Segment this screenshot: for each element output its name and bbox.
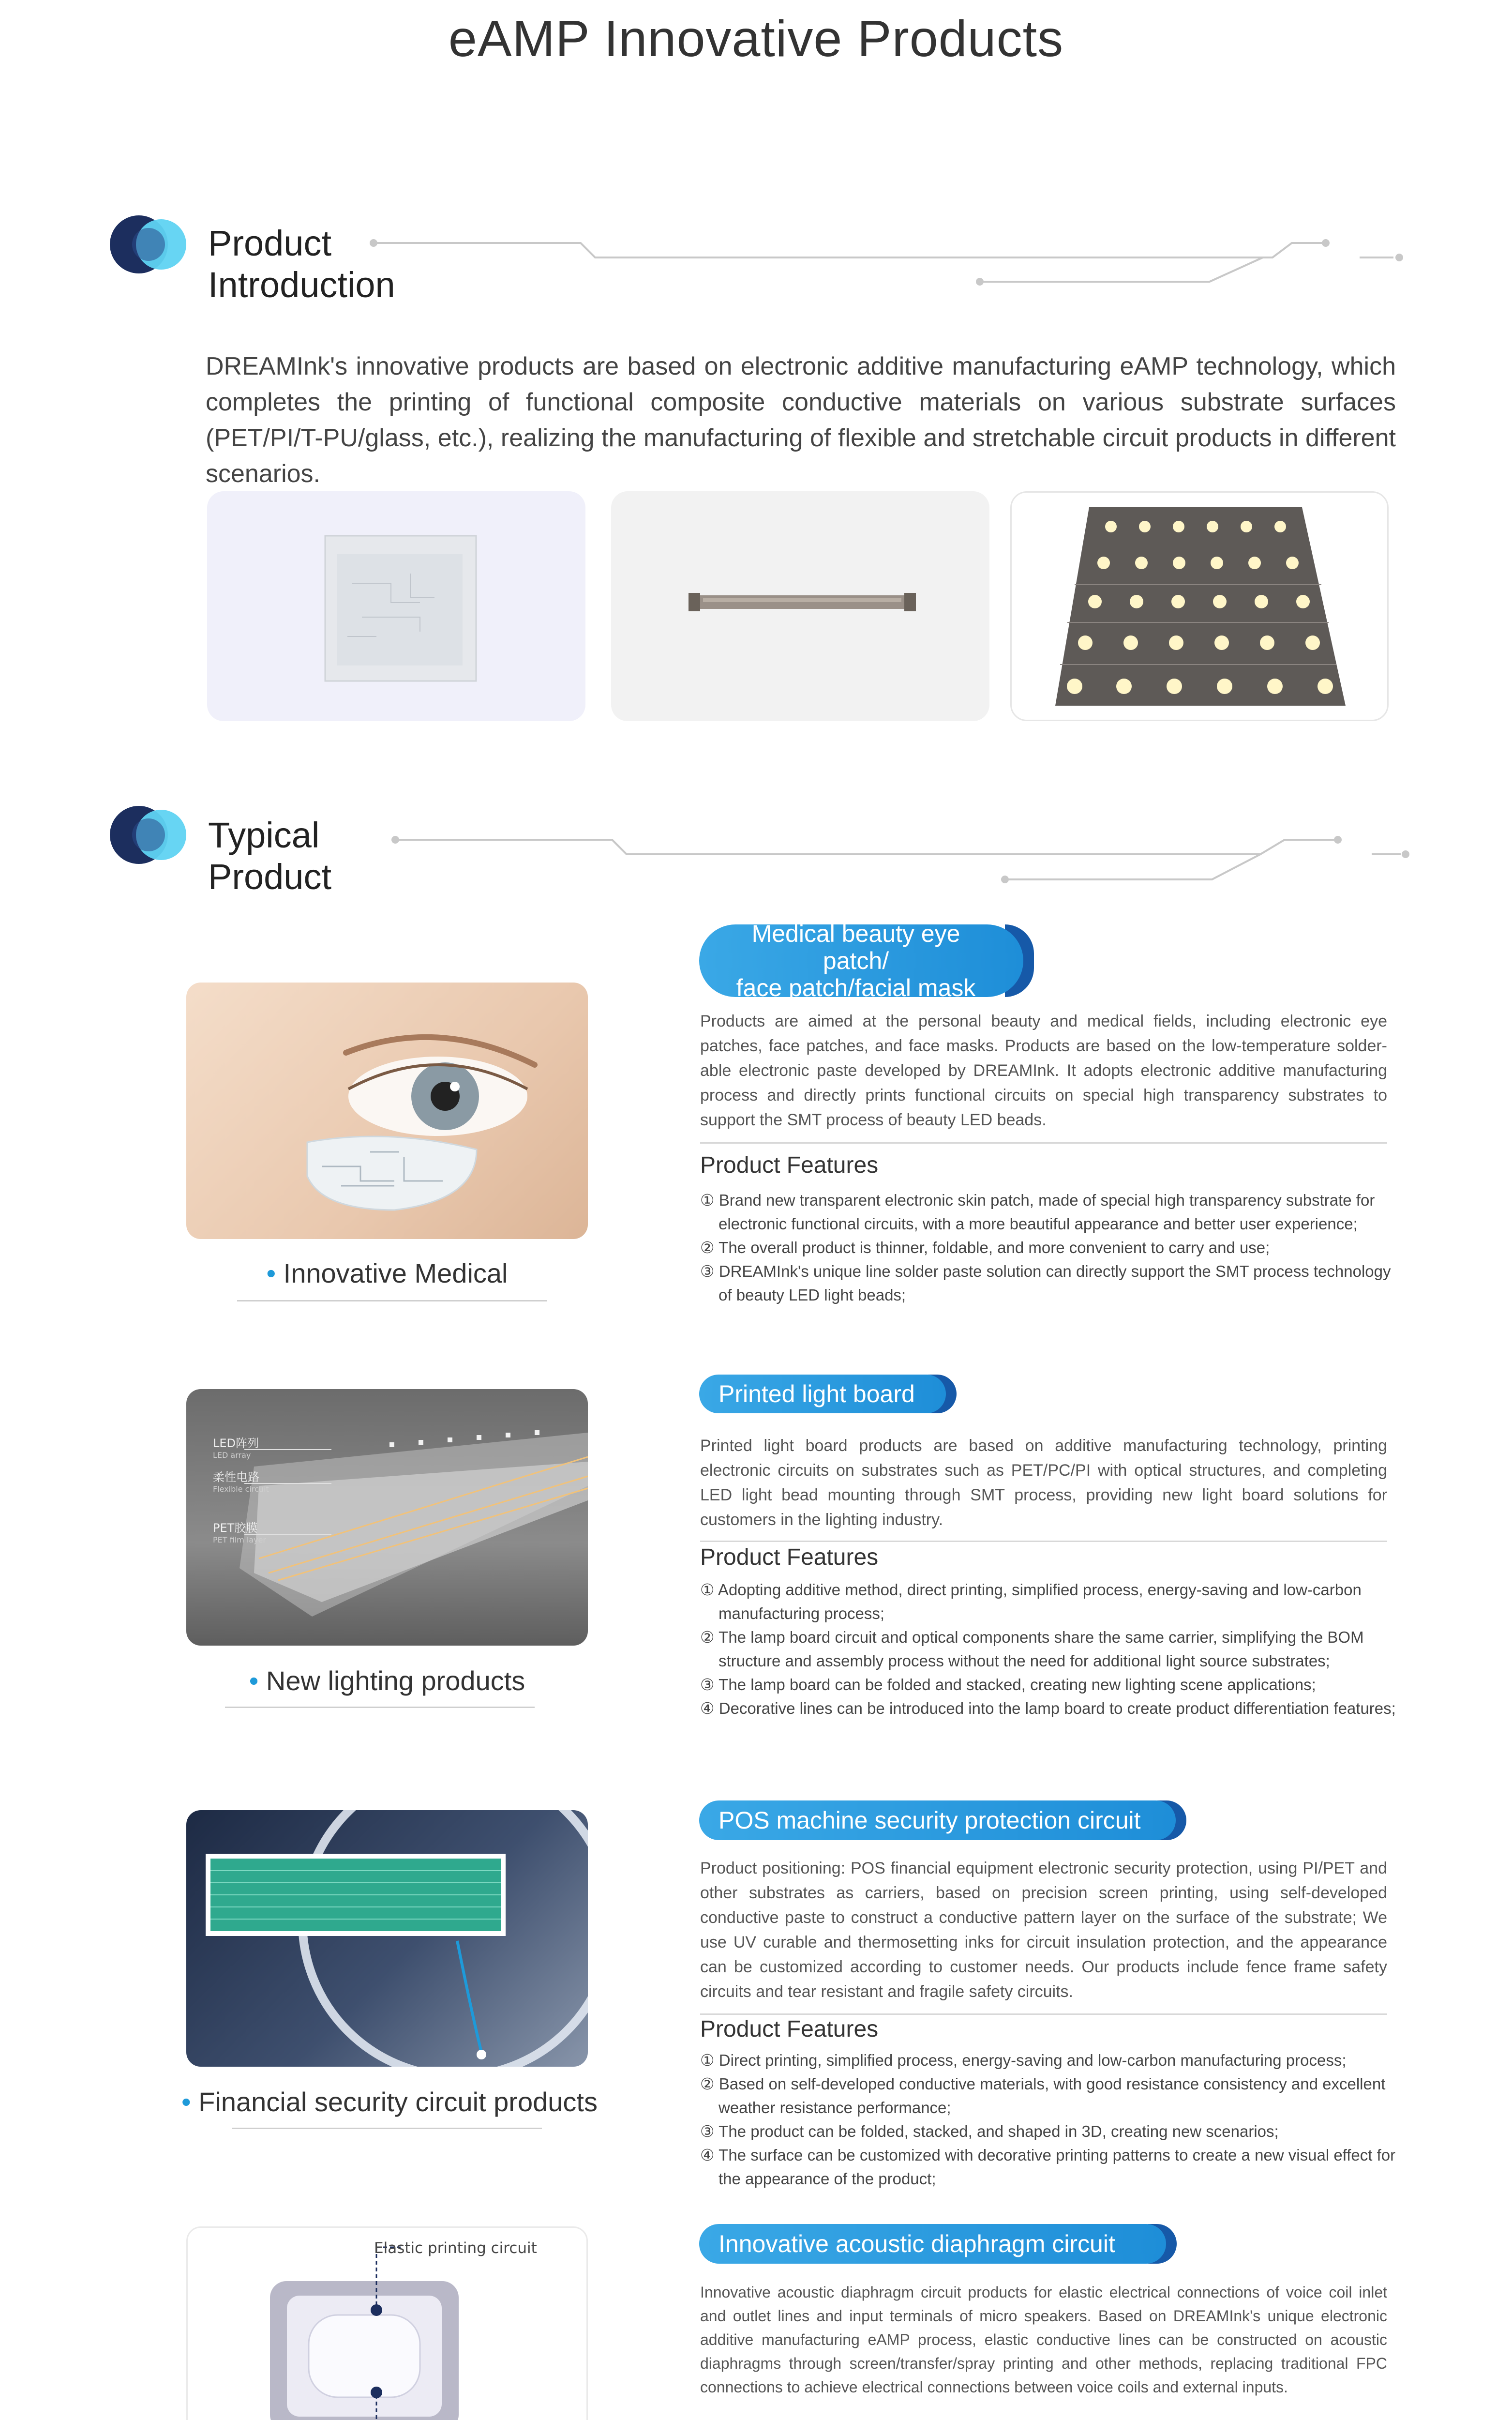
product-description: Innovative acoustic diaphragm circuit products for elastic electrical connections of voice coil inlet and outlet lines and input terminals of micro speakers. Based on DREAMInk's unique electronic additive manufacturing eAMP process, elastic conductive lines can be constructed on acoustic diaphragms through screen/transfer/spray printing and other methods, replacing traditional FPC connections to achieve electrical connections between voice coils and external inputs. xyxy=(700,2284,1387,2396)
product-caption: • New lighting products xyxy=(249,1665,525,1696)
features-list xyxy=(700,1578,1402,1720)
section-icon xyxy=(109,213,191,276)
product-pill-acoustic: Innovative acoustic diaphragm circuit xyxy=(699,2224,1166,2264)
divider xyxy=(700,1541,1387,1542)
img-label: LED array xyxy=(213,1451,251,1460)
img-label: PET film layer xyxy=(213,1535,266,1544)
feature-item: ② The lamp board circuit and optical components share the same carrier, simplifying the BOM structure and assembly process without the need for additional light source substrates; xyxy=(700,1628,1364,1670)
features-list xyxy=(700,2048,1402,2191)
section-icon xyxy=(109,803,191,866)
feature-item: ③ DREAMInk's unique line solder paste solution can directly support the SMT process technology of beauty LED light beads; xyxy=(700,1262,1391,1304)
decorative-circuit-line xyxy=(389,825,1415,888)
features-title: Product Features xyxy=(700,1152,879,1178)
flexible-film-image xyxy=(207,491,585,721)
features-list xyxy=(700,1188,1397,1307)
eye-patch-image xyxy=(186,983,588,1239)
product-pill-lighting: Printed light board xyxy=(699,1375,946,1413)
product-caption: • Innovative Medical xyxy=(266,1258,508,1288)
flexible-cable-image xyxy=(611,491,989,721)
feature-item: ① Adopting additive method, direct printing, simplified process, energy-saving and low-carbon manufacturing process; xyxy=(700,1581,1362,1622)
acoustic-diaphragm-image xyxy=(186,2226,588,2420)
product-pill-medical: Medical beauty eye patch/ face patch/facial mask xyxy=(699,924,1023,997)
feature-item: ③ The product can be folded, stacked, and shaped in 3D, creating new scenarios; xyxy=(700,2122,1279,2140)
divider xyxy=(232,2128,542,2129)
img-label: Elastic printing circuit xyxy=(374,2239,537,2257)
feature-item: ① Direct printing, simplified process, energy-saving and low-carbon manufacturing process; xyxy=(700,2051,1347,2069)
led-panel-image xyxy=(1010,491,1389,721)
decorative-circuit-line xyxy=(368,227,1413,290)
feature-item: ④ Decorative lines can be introduced into the lamp board to create product differentiation features; xyxy=(700,1699,1396,1717)
feature-item: ② Based on self-developed conductive materials, with good resistance consistency and excellent weather resistance performance; xyxy=(700,2075,1386,2117)
section-title-intro: Product Introduction xyxy=(208,223,395,305)
img-label: PET胶膜 xyxy=(213,1521,258,1535)
divider xyxy=(700,1142,1387,1144)
feature-item: ① Brand new transparent electronic skin patch, made of special high transparency substrate for electronic functional circuits, with a more beautiful appearance and better user experience; xyxy=(700,1191,1375,1233)
feature-item: ④ The surface can be customized with decorative printing patterns to create a new visual effect for the appearance of the product; xyxy=(700,2146,1396,2188)
divider xyxy=(700,2013,1387,2015)
features-title: Product Features xyxy=(700,1544,879,1570)
light-board-image xyxy=(186,1389,588,1646)
page-title: eAMP Innovative Products xyxy=(448,10,1064,67)
product-description: Products are aimed at the personal beauty and medical fields, including electronic eye patches, face patches, and face masks. Products are based on the low-temperature solder-able electronic paste developed by DREAMInk. It adopts electronic additive manufacturing process and directly prints functional circuits on special high transparency substrates to support the SMT process of beauty LED beads. xyxy=(700,1012,1387,1129)
product-description: Product positioning: POS financial equipment electronic security protection, using PI/PET and other substrates as carriers, based on precision screen printing, using self-developed conductive paste to construct a conductive pattern layer on the surface of the substrate; We use UV curable and thermosetting inks for circuit insulation protection, and the appearance can be customized according to customer needs. Our products include fence frame safety circuits and tear resistant and fragile safety circuits. xyxy=(700,1859,1387,2001)
divider xyxy=(225,1707,535,1708)
img-label: Flexible circuit xyxy=(213,1484,269,1494)
divider xyxy=(237,1300,547,1301)
img-label: 柔性电路 xyxy=(213,1470,259,1484)
product-pill-pos: POS machine security protection circuit xyxy=(699,1800,1176,1840)
product-caption: • Financial security circuit products xyxy=(181,2087,598,2117)
pos-security-image xyxy=(186,1810,588,2067)
img-label: LED阵列 xyxy=(213,1437,259,1450)
feature-item: ② The overall product is thinner, foldable, and more convenient to carry and use; xyxy=(700,1239,1270,1256)
features-title: Product Features xyxy=(700,2016,879,2042)
section-title-typical: Typical Product xyxy=(208,815,332,897)
feature-item: ③ The lamp board can be folded and stacked, creating new lighting scene applications; xyxy=(700,1676,1316,1694)
intro-paragraph: DREAMInk's innovative products are based on electronic additive manufacturing eAMP technology, which completes the printing of functional composite conductive materials on various substrate surfaces (PET/PI/T-PU/glass, etc.), realizing the manufacturing of flexible and stretchable circuit products in different scenarios. xyxy=(206,352,1396,488)
product-description: Printed light board products are based on additive manufacturing technology, printing electronic circuits on substrates such as PET/PC/PI with optical structures, and completing LED light bead mounting through SMT process, providing new light board solutions for customers in the lighting industry. xyxy=(700,1437,1387,1529)
